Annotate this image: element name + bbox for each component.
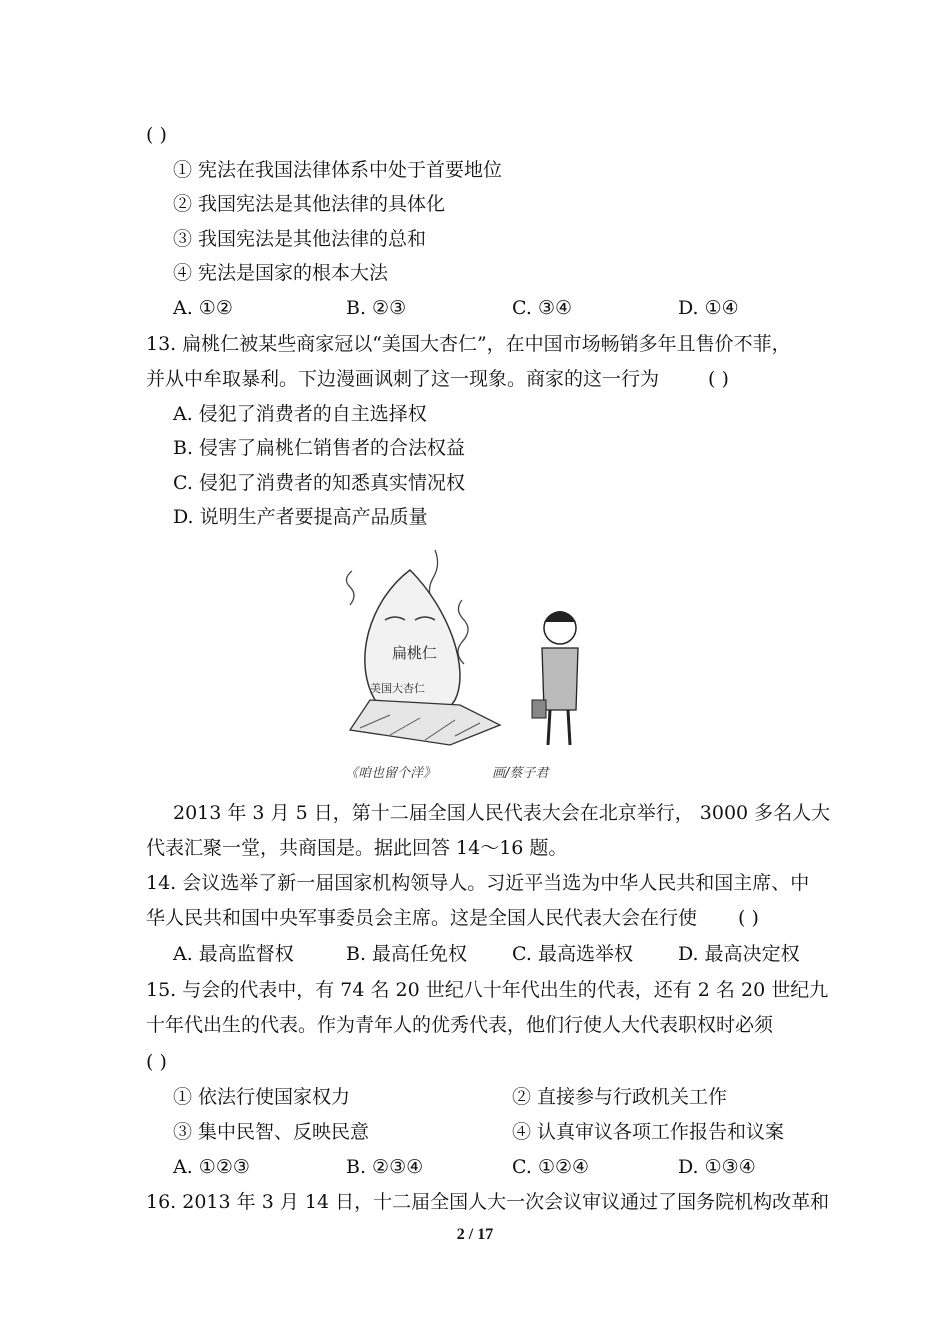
boy-body xyxy=(542,648,578,710)
page-number: 2 / 17 xyxy=(456,1226,494,1243)
boy-hair xyxy=(544,611,576,622)
cartoon-caption-title: 《咱也留个洋》 xyxy=(345,766,437,781)
q15-stem-line-1: 15. 与会的代表中，有 74 名 20 世纪八十年代出生的代表，还有 2 名 20 世纪九 xyxy=(146,979,829,1001)
q12-item-4: ④ 宪法是国家的根本大法 xyxy=(173,262,389,284)
q13-stem-line-1: 13. 扁桃仁被某些商家冠以“美国大杏仁”，在中国市场畅销多年且售价不菲， xyxy=(146,333,791,355)
q12-item-2: ② 我国宪法是其他法律的具体化 xyxy=(173,193,446,215)
q15-item-2: ② 直接参与行政机关工作 xyxy=(512,1086,728,1108)
q14-option-c: C. 最高选举权 xyxy=(512,943,633,965)
q14-option-d: D. 最高决定权 xyxy=(678,943,800,965)
smell-wisp-right xyxy=(458,600,468,664)
q12-item-1: ① 宪法在我国法律体系中处于首要地位 xyxy=(173,159,503,181)
q13-option-d: D. 说明生产者要提高产品质量 xyxy=(173,506,428,528)
q15-item-4: ④ 认真审议各项工作报告和议案 xyxy=(512,1121,785,1143)
q12-option-c: C. ③④ xyxy=(512,297,573,319)
q15-stem-line-2: 十年代出生的代表。作为青年人的优秀代表，他们行使人大代表职权时必须 xyxy=(146,1014,774,1036)
q13-stem-line-2: 并从中牟取暴利。下边漫画讽刺了这一现象。商家的这一行为 xyxy=(146,368,660,390)
sign-label: 美国大杏仁 xyxy=(370,682,425,695)
q12-item-3: ③ 我国宪法是其他法律的总和 xyxy=(173,228,427,250)
q12-option-a: A. ①② xyxy=(173,297,233,319)
q16-stem-line-1: 16. 2013 年 3 月 14 日，十二届全国人大一次会议审议通过了国务院机构改革和 xyxy=(146,1191,830,1213)
cartoon-caption-author: 画/蔡子君 xyxy=(492,766,549,781)
nut-label: 扁桃仁 xyxy=(392,644,438,662)
q12-bracket: ( ) xyxy=(146,124,167,146)
q14-bracket: ( ) xyxy=(738,907,759,929)
q14-option-b: B. 最高任免权 xyxy=(346,943,468,965)
q15-item-1: ① 依法行使国家权力 xyxy=(173,1086,351,1108)
q15-option-b: B. ②③④ xyxy=(346,1156,424,1178)
q15-bracket: ( ) xyxy=(146,1051,167,1073)
q14-stem-line-1: 14. 会议选举了新一届国家机构领导人。习近平当选为中华人民共和国主席、中 xyxy=(146,872,810,894)
q14-stem-line-2: 华人民共和国中央军事委员会主席。这是全国人民代表大会在行使 xyxy=(146,907,698,929)
q12-option-d: D. ①④ xyxy=(678,297,739,319)
boy-bag xyxy=(532,700,546,718)
q13-option-b: B. 侵害了扁桃仁销售者的合法权益 xyxy=(173,437,466,459)
q15-item-3: ③ 集中民智、反映民意 xyxy=(173,1121,370,1143)
q13-bracket: ( ) xyxy=(708,368,729,390)
q13-option-c: C. 侵犯了消费者的知悉真实情况权 xyxy=(173,472,465,494)
intro-line-1: 2013 年 3 月 5 日，第十二届全国人民代表大会在北京举行， 3000 多名人大 xyxy=(173,802,831,824)
cartoon-illustration xyxy=(330,540,580,785)
q15-option-d: D. ①③④ xyxy=(678,1156,756,1178)
q12-option-b: B. ②③ xyxy=(346,297,407,319)
q14-option-a: A. 最高监督权 xyxy=(173,943,294,965)
boy-legs xyxy=(548,710,570,745)
q15-option-c: C. ①②④ xyxy=(512,1156,590,1178)
smell-wisp-left xyxy=(346,571,354,605)
q13-option-a: A. 侵犯了消费者的自主选择权 xyxy=(173,403,427,425)
intro-line-2: 代表汇聚一堂，共商国是。据此回答 14～16 题。 xyxy=(146,837,568,859)
q15-option-a: A. ①②③ xyxy=(173,1156,250,1178)
